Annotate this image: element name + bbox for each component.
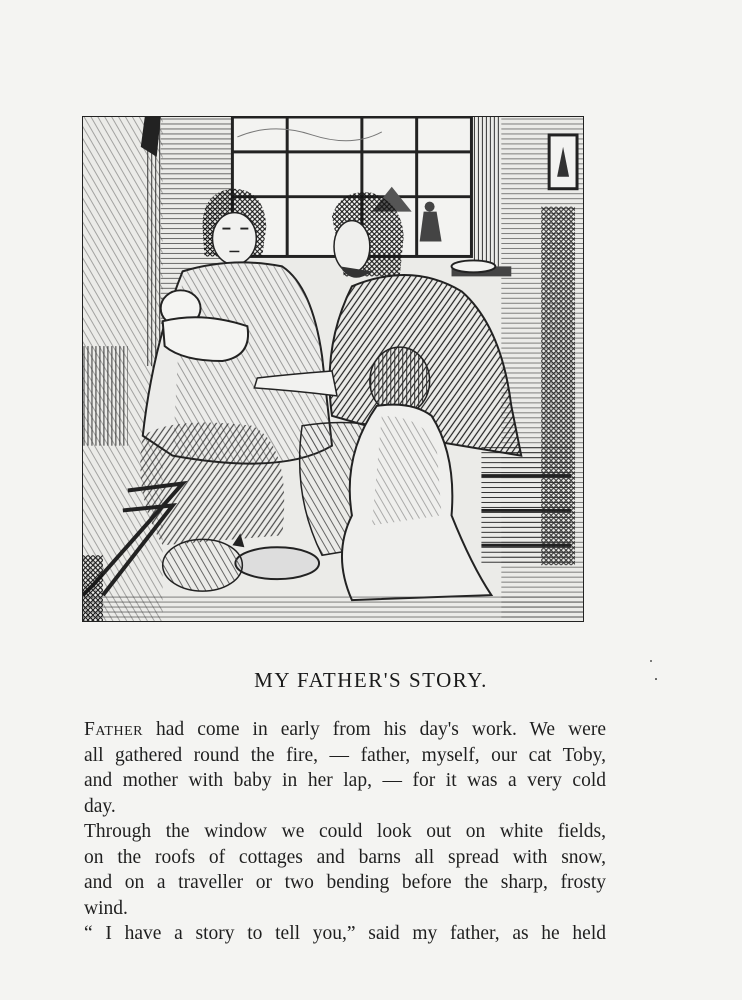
text-line: and on a traveller or two bending before the sharp, frosty	[84, 872, 606, 893]
paper-speck	[655, 678, 657, 680]
text-line: all gathered round the fire, — father, myself, our cat Toby,	[84, 744, 606, 766]
story-text	[84, 717, 606, 947]
text-line: wind.	[84, 897, 128, 919]
engraving-family-by-window-icon	[83, 117, 583, 621]
text-line: on the roofs of cottages and barns all spread with snow,	[84, 846, 606, 868]
engraving-illustration	[82, 116, 584, 622]
paper-speck	[650, 660, 652, 662]
text-line: “ I have a story to tell you,” said my father, as he held	[84, 923, 606, 944]
text-line: and mother with baby in her lap, — for it was a very cold	[84, 770, 606, 791]
line-text: had come in early from his day's work. We were	[142, 719, 606, 740]
text-line: day.	[84, 795, 116, 817]
text-line: Through the window we could look out on white fields,	[84, 821, 606, 842]
paragraph-2	[84, 819, 606, 921]
page-title: MY FATHER'S STORY.	[254, 668, 488, 692]
lead-word: Father	[84, 719, 143, 740]
text-line	[84, 717, 606, 743]
paragraph-1	[84, 717, 606, 819]
paragraph-3	[84, 921, 606, 947]
